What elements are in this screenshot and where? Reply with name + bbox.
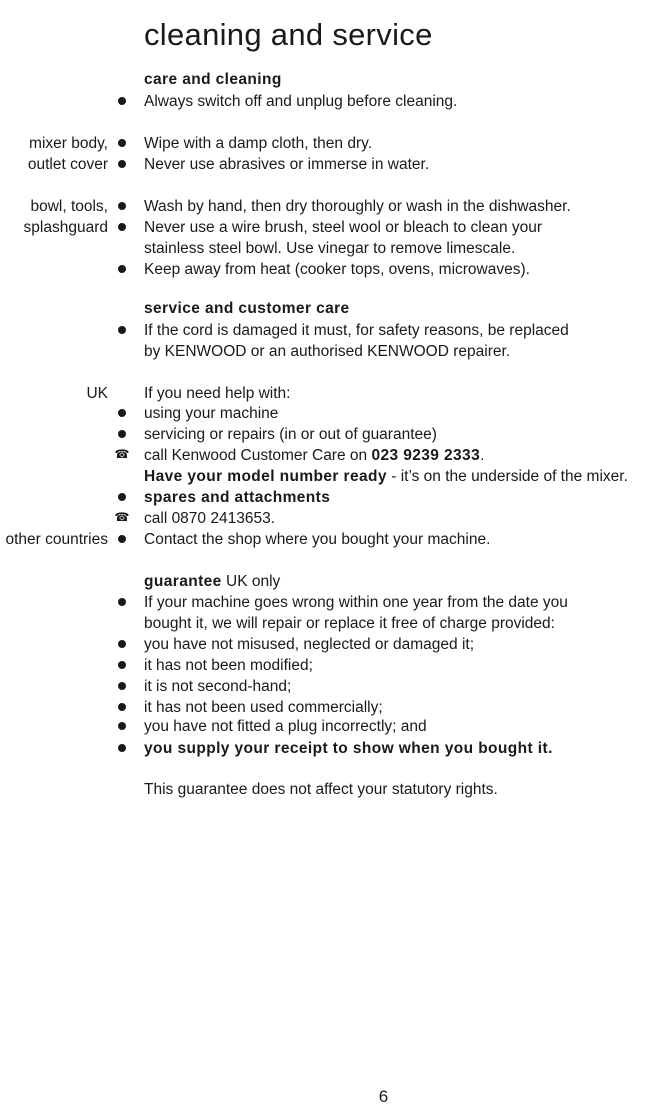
- bullet-icon: [110, 424, 134, 445]
- bullet-icon: [110, 403, 134, 424]
- bullet-icon: [110, 217, 134, 238]
- bullet-icon: [110, 487, 134, 508]
- list-item: outlet cover Never use abrasives or immerse in water.: [27, 156, 430, 173]
- list-item: it has not been modified;: [0, 655, 669, 676]
- bullet-icon: [110, 259, 134, 280]
- list-item: you have not misused, neglected or damaged it;: [0, 634, 669, 655]
- list-item: other countries Contact the shop where you bought your machine.: [5, 531, 491, 548]
- service-heading: service and customer care: [144, 300, 350, 317]
- care-heading: care and cleaning: [144, 71, 282, 88]
- bullet-icon: [110, 676, 134, 697]
- list-item: If your machine goes wrong within one year from the date you: [0, 592, 669, 613]
- list-item: Always switch off and unplug before cleaning.: [0, 91, 669, 112]
- bullet-icon: [110, 133, 134, 154]
- list-item: Keep away from heat (cooker tops, ovens, microwaves).: [0, 259, 669, 280]
- care-section-heading-line: [0, 69, 669, 90]
- guarantee-heading-line: guarantee UK only: [144, 573, 281, 590]
- list-item-continuation: stainless steel bowl. Use vinegar to remove limescale.: [144, 240, 516, 257]
- page-title: cleaning and service: [144, 16, 433, 52]
- bullet-icon: [110, 592, 134, 613]
- bullet-icon: [110, 738, 134, 759]
- bullet-icon: [110, 196, 134, 217]
- side-label: outlet cover: [27, 156, 108, 173]
- bullet-icon: [110, 697, 134, 718]
- list-item: using your machine: [0, 403, 669, 424]
- list-item: you supply your receipt to show when you bought it.: [0, 738, 669, 759]
- side-label: mixer body,: [29, 135, 108, 152]
- bullet-icon: [110, 91, 134, 112]
- bullet-icon: [110, 716, 134, 737]
- list-item: it has not been used commercially;: [0, 697, 669, 718]
- list-item: If the cord is damaged it must, for safety reasons, be replaced: [0, 320, 669, 341]
- bullet-icon: [110, 634, 134, 655]
- statutory-note: This guarantee does not affect your statutory rights.: [144, 781, 498, 798]
- page-number: 6: [378, 1087, 389, 1106]
- list-item: mixer body, Wipe with a damp cloth, then dry.: [29, 135, 373, 152]
- service-section-heading-line: [0, 298, 669, 319]
- bullet-icon: [110, 320, 134, 341]
- bullet-icon: [110, 154, 134, 175]
- guarantee-heading: guarantee: [144, 573, 222, 590]
- list-item: servicing or repairs (in or out of guarantee): [0, 424, 669, 445]
- list-item: bowl, tools, Wash by hand, then dry thoroughly or wash in the dishwasher.: [30, 198, 571, 215]
- list-item-continuation: by KENWOOD or an authorised KENWOOD repairer.: [144, 343, 511, 360]
- telephone-icon: ☎: [114, 446, 130, 461]
- list-item: spares and attachments: [0, 487, 669, 508]
- list-item: splashguard Never use a wire brush, steel wool or bleach to clean your: [23, 219, 543, 236]
- side-label: other countries: [5, 531, 108, 548]
- list-item: you have not fitted a plug incorrectly; and: [0, 716, 669, 737]
- list-item: it is not second-hand;: [0, 676, 669, 697]
- side-label: bowl, tools,: [30, 198, 108, 215]
- phone-number: 023 9239 2333: [371, 447, 481, 464]
- side-label: UK: [86, 385, 108, 402]
- list-item: ☎ call Kenwood Customer Care on 023 9239 2333.: [0, 445, 669, 466]
- model-note-line: Have your model number ready - it’s on the underside of the mixer.: [144, 468, 628, 485]
- list-item-continuation: bought it, we will repair or replace it free of charge provided:: [144, 615, 555, 632]
- bullet-icon: [110, 655, 134, 676]
- list-item: ☎ call 0870 2413653.: [0, 508, 669, 529]
- help-intro-line: UK If you need help with:: [86, 385, 291, 402]
- bullet-icon: [110, 529, 134, 550]
- side-label: splashguard: [23, 219, 108, 236]
- telephone-icon: ☎: [114, 509, 130, 524]
